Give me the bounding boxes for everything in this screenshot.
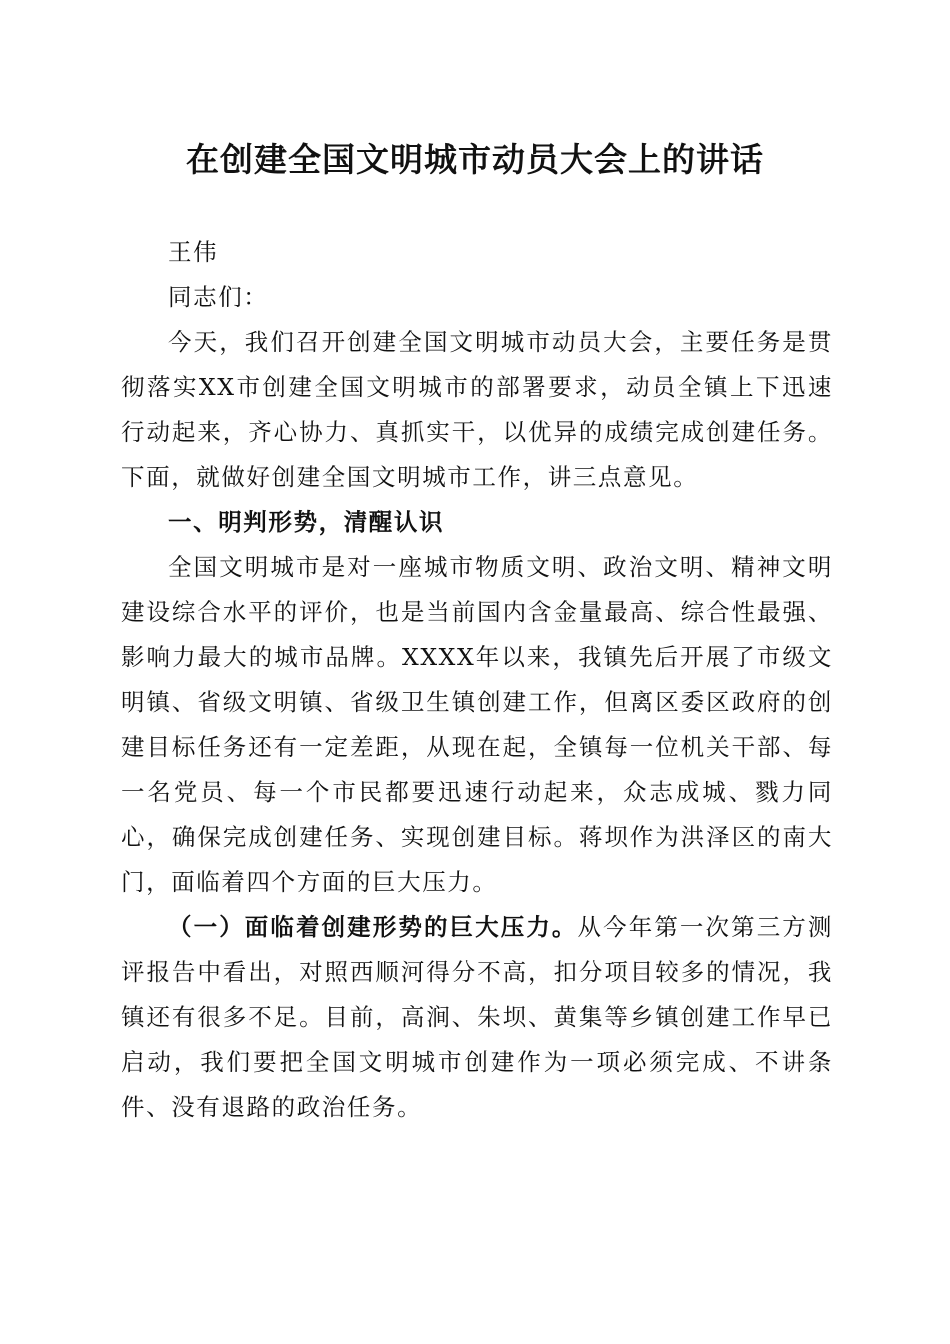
document-title: 在创建全国文明城市动员大会上的讲话 xyxy=(186,140,764,179)
intro-paragraph: 今天，我们召开创建全国文明城市动员大会，主要任务是贯彻落实XX市创建全国文明城市的部署要求，动员全镇上下迅速行动起来，齐心协力、真抓实干，以优异的成绩完成创建任务。下面，就做好创建全国文明城市工作，讲三点意见。 xyxy=(121,328,833,491)
salutation: 同志们： xyxy=(168,283,269,311)
subsection-1-lead: （一）面临着创建形势的巨大压力。 xyxy=(168,913,578,941)
section-1-paragraph: 全国文明城市是对一座城市物质文明、政治文明、精神文明建设综合水平的评价，也是当前国内含金量最高、综合性最强、影响力最大的城市品牌。XXXX年以来，我镇先后开展了市级文明镇、省级文明镇、省级卫生镇创建工作，但离区委区政府的创建目标任务还有一定差距，从现在起，全镇每一位机关干部、每一名党员、每一个市民都要迅速行动起来，众志成城、戮力同心，确保完成创建任务、实现创建目标。蒋坝作为洪泽区的南大门，面临着四个方面的巨大压力。 xyxy=(121,553,833,896)
document-body xyxy=(121,230,833,1130)
section-heading-1: 一、明判形势，清醒认识 xyxy=(168,508,445,536)
subsection-1-paragraph xyxy=(121,905,833,1130)
subsection-1-text: 从今年第一次第三方测评报告中看出，对照西顺河得分不高，扣分项目较多的情况，我镇还有很多不足。目前，高涧、朱坝、黄集等乡镇创建工作早已启动，我们要把全国文明城市创建作为一项必须完成、不讲条件、没有退路的政治任务。 xyxy=(121,913,833,1121)
author-name: 王伟 xyxy=(168,238,219,266)
